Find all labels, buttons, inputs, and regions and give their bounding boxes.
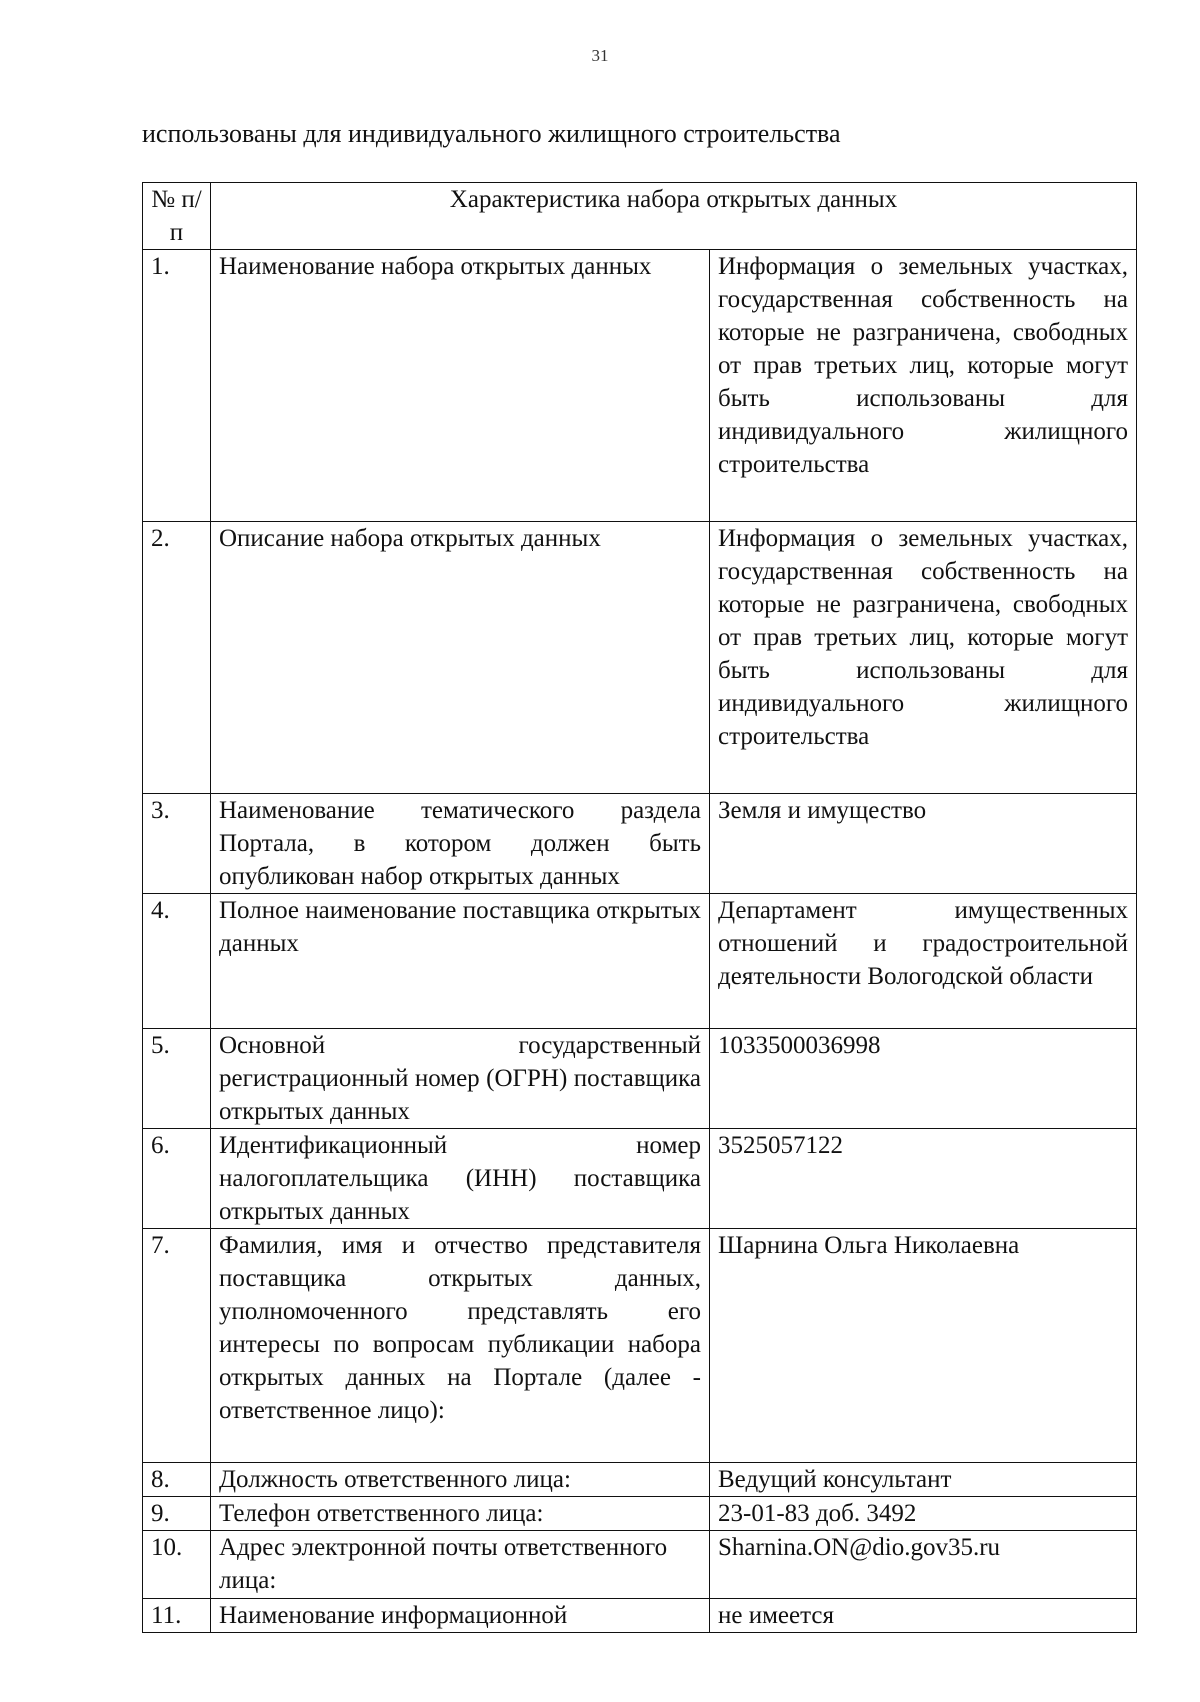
table-row [143, 1463, 1137, 1497]
row-number: 9. [143, 1497, 211, 1531]
table-row [143, 1129, 1137, 1229]
row-number: 7. [143, 1229, 211, 1463]
row-number: 4. [143, 894, 211, 1029]
table-row [143, 1599, 1137, 1633]
table-row [143, 1531, 1137, 1599]
row-name: Фамилия, имя и отчество представителя поставщика открытых данных, уполномоченного представлять его интересы по вопросам публикации набора открытых данных на Портале (далее - ответственное лицо): [211, 1229, 710, 1463]
row-value: не имеется [710, 1599, 1137, 1633]
row-number: 5. [143, 1029, 211, 1129]
row-name: Полное наименование поставщика открытых данных [211, 894, 710, 1029]
row-name: Основной государственный регистрационный номер (ОГРН) поставщика открытых данных [211, 1029, 710, 1129]
table-row [143, 1229, 1137, 1463]
table-row [143, 1029, 1137, 1129]
table-header-row [143, 183, 1137, 250]
table-row [143, 250, 1137, 522]
header-number-cell: № п/п [143, 183, 211, 250]
row-number: 2. [143, 522, 211, 794]
table-row [143, 894, 1137, 1029]
row-number: 8. [143, 1463, 211, 1497]
row-value: Земля и имущество [710, 794, 1137, 894]
table-row [143, 522, 1137, 794]
row-value: Информация о земельных участках, государственная собственность на которые не разграничена, свободных от прав третьих лиц, которые могут быть использованы для индивидуального жилищного строительства [710, 522, 1137, 794]
row-number: 6. [143, 1129, 211, 1229]
row-name: Наименование информационной [211, 1599, 710, 1633]
header-title-cell: Характеристика набора открытых данных [211, 183, 1137, 250]
intro-text: использованы для индивидуального жилищного строительства [142, 119, 841, 148]
row-value: 23-01-83 доб. 3492 [710, 1497, 1137, 1531]
row-value: 1033500036998 [710, 1029, 1137, 1129]
open-data-table [142, 182, 1137, 1633]
row-name: Адрес электронной почты ответственного лица: [211, 1531, 710, 1599]
row-number: 1. [143, 250, 211, 522]
row-value: Шарнина Ольга Николаевна [710, 1229, 1137, 1463]
row-name: Описание набора открытых данных [211, 522, 710, 794]
row-name: Наименование набора открытых данных [211, 250, 710, 522]
table-row [143, 794, 1137, 894]
row-value: Информация о земельных участках, государственная собственность на которые не разграничена, свободных от прав третьих лиц, которые могут быть использованы для индивидуального жилищного строительства [710, 250, 1137, 522]
row-name: Телефон ответственного лица: [211, 1497, 710, 1531]
row-value: Sharnina.ON@dio.gov35.ru [710, 1531, 1137, 1599]
row-value: Ведущий консультант [710, 1463, 1137, 1497]
row-value: 3525057122 [710, 1129, 1137, 1229]
row-number: 3. [143, 794, 211, 894]
row-value: Департамент имущественных отношений и градостроительной деятельности Вологодской области [710, 894, 1137, 1029]
page-number: 31 [591, 46, 609, 65]
row-number: 10. [143, 1531, 211, 1599]
table-row [143, 1497, 1137, 1531]
row-number: 11. [143, 1599, 211, 1633]
row-name: Должность ответственного лица: [211, 1463, 710, 1497]
row-name: Идентификационный номер налогоплательщика (ИНН) поставщика открытых данных [211, 1129, 710, 1229]
row-name: Наименование тематического раздела Портала, в котором должен быть опубликован набор открытых данных [211, 794, 710, 894]
